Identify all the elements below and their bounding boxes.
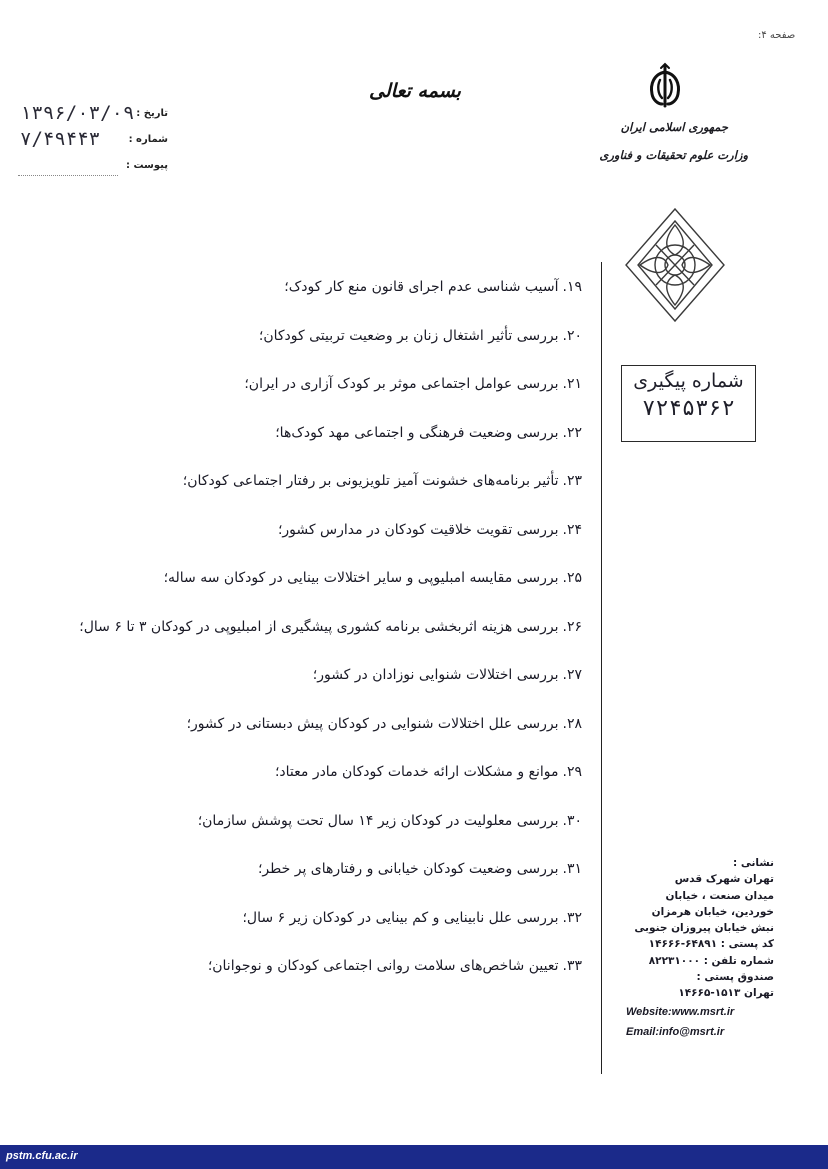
list-item [60, 806, 582, 855]
list-item [60, 951, 582, 1000]
date-label: تاریخ : [136, 108, 168, 119]
bismillah-heading: بسمه تعالی [369, 80, 461, 102]
footer-strip [0, 1145, 828, 1169]
item-number: ۲۸. [562, 715, 582, 732]
item-text: بررسی علل نابینایی و کم بینایی در کودکان زیر ۶ سال؛ [242, 909, 559, 926]
attachment-label: پیوست : [125, 160, 168, 171]
letter-number-label: شماره : [128, 134, 168, 145]
tracking-number-stamp [621, 365, 756, 442]
tracking-label: شماره پیگیری [633, 370, 744, 392]
item-text: بررسی علل اختلالات شنوایی در کودکان پیش دبستانی در کشور؛ [186, 715, 559, 732]
ministry-address-block [602, 855, 774, 1042]
list-item [60, 709, 582, 758]
item-number: ۳۲. [562, 909, 582, 926]
list-item [60, 757, 582, 806]
item-number: ۲۵. [562, 570, 582, 586]
research-topics-list [60, 272, 582, 1000]
item-number: ۳۰. [562, 812, 582, 829]
attachment-dotted-line [18, 175, 118, 176]
item-number: ۲۴. [562, 521, 582, 538]
website-address: Website:www.msrt.ir [626, 1005, 735, 1018]
item-text: بررسی وضعیت فرهنگی و اجتماعی مهد کودک‌ها؛ [275, 424, 559, 441]
date-value: ۱۳۹۶/۰۳/۰۹ [20, 102, 135, 124]
item-number: ۲۰. [562, 327, 582, 344]
item-text: بررسی عوامل اجتماعی موثر بر کودک آزاری در ایران؛ [244, 376, 559, 392]
item-text: تعیین شاخص‌های سلامت روانی اجتماعی کودکان و نوجوانان؛ [207, 958, 559, 974]
po-box-value: تهران ۱۵۱۳-۱۴۶۶۵ [678, 987, 774, 1000]
item-number: ۲۱. [562, 376, 582, 392]
item-number: ۱۹. [562, 279, 582, 295]
po-box-label: صندوق پستی : [696, 971, 774, 984]
arabesque-ornament-icon [620, 205, 730, 325]
number-row [18, 128, 168, 154]
list-item [60, 369, 582, 418]
page-number: صفحه ۴: [758, 30, 796, 41]
list-item [60, 903, 582, 952]
date-row [18, 102, 168, 128]
org-ministry-name: وزارت علوم تحقیقات و فناوری [599, 148, 748, 162]
item-text: موانع و مشکلات ارائه خدمات کودکان مادر معتاد؛ [274, 764, 559, 780]
org-country-name: جمهوری اسلامی ایران [620, 120, 728, 134]
list-item [60, 612, 582, 661]
postal-code: کد پستی : ۶۴۸۹۱-۱۴۶۶۶ [648, 938, 774, 951]
address-line: تهران شهرک قدس [674, 873, 774, 886]
address-line: نبش خیابان پیروزان جنوبی [634, 922, 774, 935]
item-number: ۳۳. [562, 958, 582, 974]
item-number: ۲۹. [562, 764, 582, 780]
address-line: میدان صنعت ، خیابان [665, 889, 774, 902]
item-text: آسیب شناسی عدم اجرای قانون منع کار کودک؛ [284, 279, 559, 295]
iran-emblem-icon [640, 62, 690, 112]
tracking-number: ۷۲۴۵۳۶۲ [642, 396, 735, 421]
item-text: تأثیر برنامه‌های خشونت آمیز تلویزیونی بر رفتار اجتماعی کودکان؛ [182, 473, 559, 489]
item-text: بررسی تقویت خلاقیت کودکان در مدارس کشور؛ [277, 521, 559, 538]
list-item [60, 466, 582, 515]
list-item [60, 321, 582, 370]
source-watermark: pstm.cfu.ac.ir [6, 1150, 78, 1162]
item-text: بررسی وضعیت کودکان خیابانی و رفتارهای پر خطر؛ [257, 861, 559, 877]
item-number: ۲۷. [562, 667, 582, 683]
list-item [60, 515, 582, 564]
list-item [60, 660, 582, 709]
attachment-row [18, 154, 168, 180]
item-number: ۲۶. [562, 618, 582, 635]
item-number: ۲۲. [562, 424, 582, 441]
email-address: Email:info@msrt.ir [626, 1025, 725, 1038]
letter-number-value: ۷/۴۹۴۴۳ [20, 128, 101, 150]
address-title: نشانی : [733, 857, 774, 869]
item-text: بررسی تأثیر اشتغال زنان بر وضعیت تربیتی کودکان؛ [258, 327, 559, 344]
letter-meta-block [18, 102, 168, 180]
list-item [60, 854, 582, 903]
item-number: ۳۱. [562, 861, 582, 877]
address-line: خوردین، خیابان هرمزان [651, 905, 774, 918]
phone-number: شماره تلفن : ۸۲۲۳۱۰۰۰ [648, 954, 774, 967]
item-text: بررسی هزینه اثربخشی برنامه کشوری پیشگیری از امبلیوپی در کودکان ۳ تا ۶ سال؛ [79, 618, 559, 635]
item-text: بررسی اختلالات شنوایی نوزادان در کشور؛ [312, 667, 559, 683]
list-item [60, 563, 582, 612]
list-item [60, 418, 582, 467]
item-text: بررسی معلولیت در کودکان زیر ۱۴ سال تحت پوشش سازمان؛ [197, 812, 559, 829]
list-item [60, 272, 582, 321]
item-text: بررسی مقایسه امبلیوپی و سایر اختلالات بینایی در کودکان سه ساله؛ [163, 570, 559, 586]
item-number: ۲۳. [562, 473, 582, 489]
